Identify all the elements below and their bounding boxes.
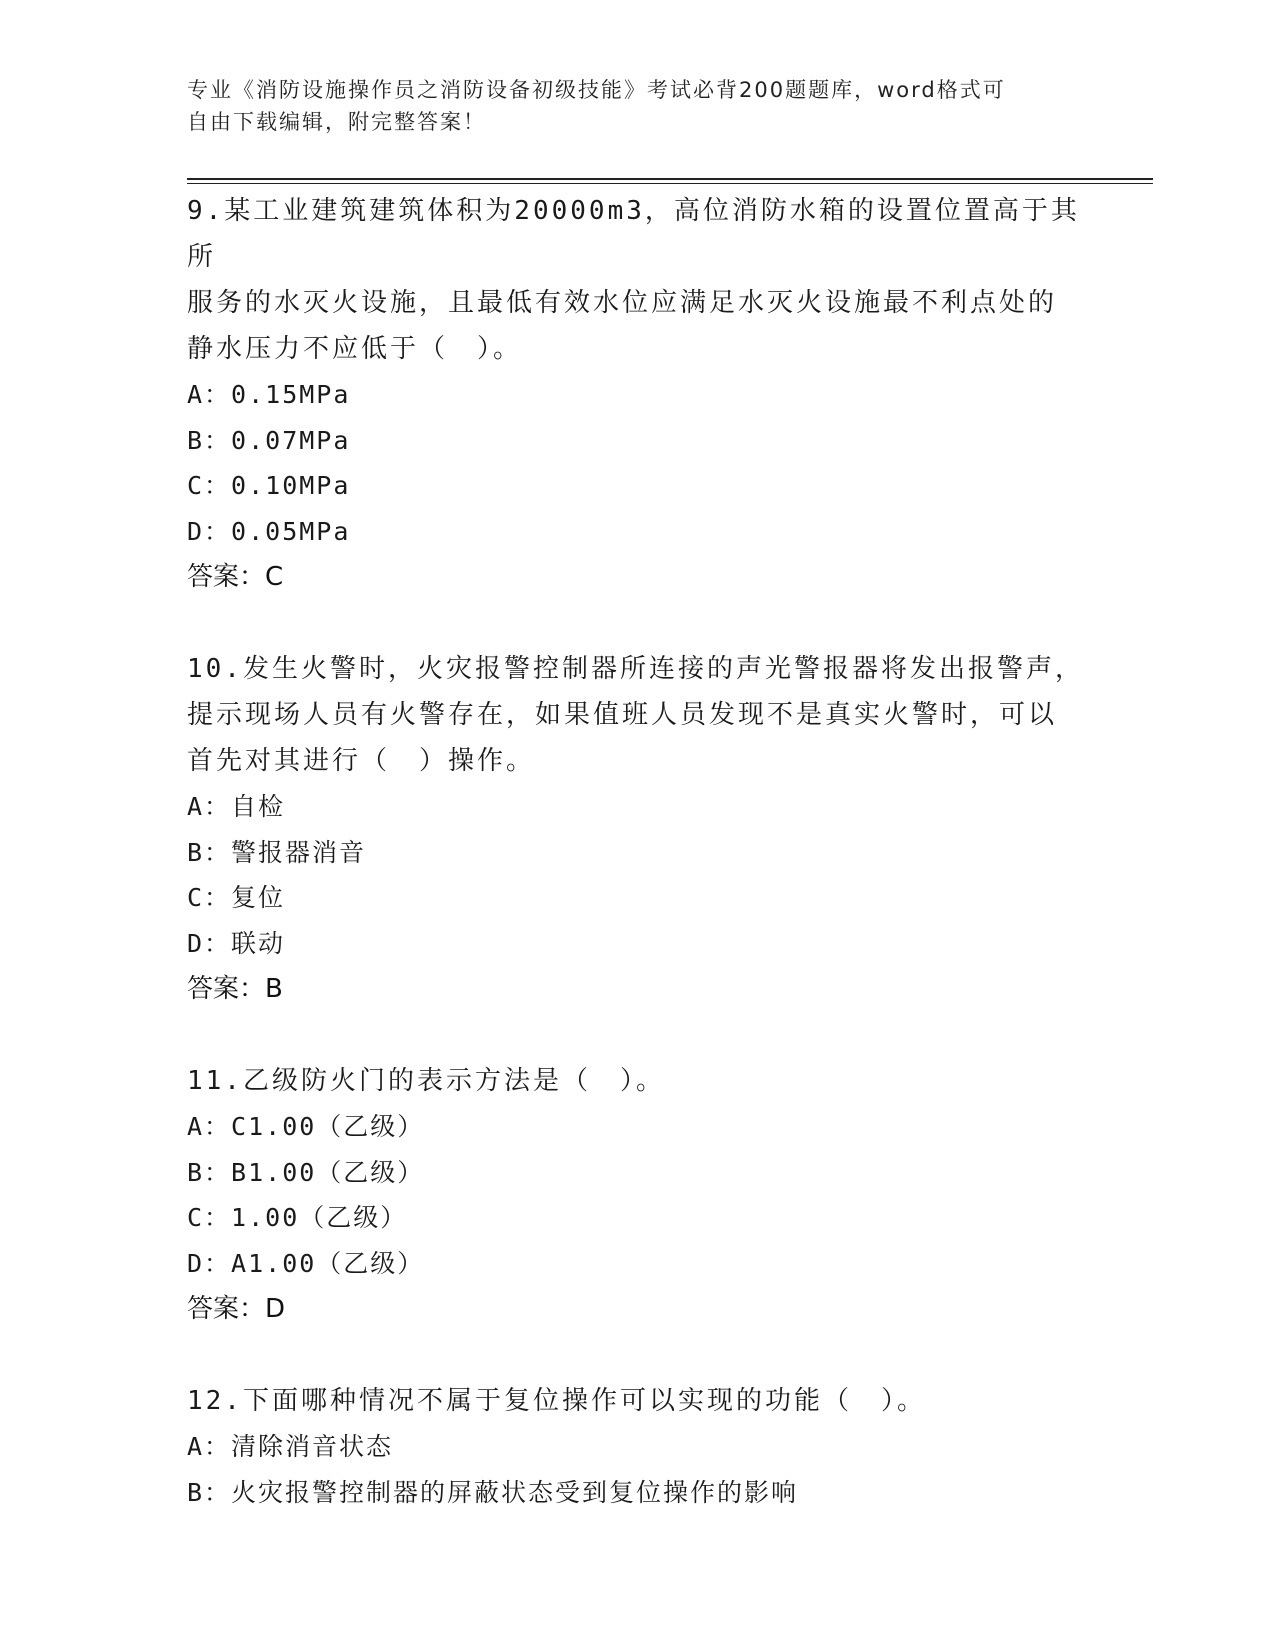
header-line-2: 自由下载编辑，附完整答案！ (187, 110, 486, 134)
document-header (187, 74, 1087, 138)
option-c: C：1.00（乙级） (187, 1203, 408, 1232)
question-stem-line: 首先对其进行（ ）操作。 (187, 746, 536, 776)
question-stem-line: 12.下面哪种情况不属于复位操作可以实现的功能（ ）。 (187, 1386, 926, 1416)
question-9 (187, 188, 1107, 600)
option-d: D：0.05MPa (187, 516, 351, 546)
option-b: B：0.07MPa (187, 425, 351, 455)
option-d: D：A1.00（乙级） (187, 1248, 425, 1278)
question-stem-line: 11.乙级防火门的表示方法是（ ）。 (187, 1066, 665, 1096)
option-a: A：自检 (187, 792, 286, 821)
question-10 (187, 646, 1107, 1012)
option-b: B：B1.00（乙级） (187, 1157, 425, 1187)
question-11 (187, 1058, 1107, 1332)
header-divider-thin (187, 183, 1153, 184)
question-stem-line: 静水压力不应低于（ ）。 (187, 334, 523, 364)
option-b: B：警报器消音 (187, 837, 367, 867)
header-line-1: 专业《消防设施操作员之消防设备初级技能》考试必背200题题库，word格式可 (187, 78, 1006, 102)
option-d: D：联动 (187, 928, 286, 958)
option-c: C：复位 (187, 883, 286, 912)
question-stem-line: 9.某工业建筑建筑体积为20000m3，高位消防水箱的设置位置高于其所 (187, 196, 1080, 272)
option-a: A：0.15MPa (187, 380, 351, 409)
answer-line: 答案：D (187, 1294, 286, 1324)
question-stem-line: 10.发生火警时，火灾报警控制器所连接的声光警报器将发出报警声， (187, 654, 1084, 684)
question-stem-line: 提示现场人员有火警存在，如果值班人员发现不是真实火警时，可以 (187, 700, 1058, 730)
option-b: B：火灾报警控制器的屏蔽状态受到复位操作的影响 (187, 1477, 799, 1507)
option-a: A：清除消音状态 (187, 1432, 394, 1461)
answer-line: 答案：C (187, 562, 284, 592)
question-stem-line: 服务的水灭火设施，且最低有效水位应满足水灭火设施最不利点处的 (187, 288, 1058, 318)
question-list (187, 188, 1107, 1515)
option-c: C：0.10MPa (187, 471, 351, 500)
header-divider-thick (187, 178, 1153, 180)
answer-line: 答案：B (187, 974, 283, 1004)
question-12 (187, 1378, 1107, 1515)
option-a: A：C1.00（乙级） (187, 1112, 425, 1141)
